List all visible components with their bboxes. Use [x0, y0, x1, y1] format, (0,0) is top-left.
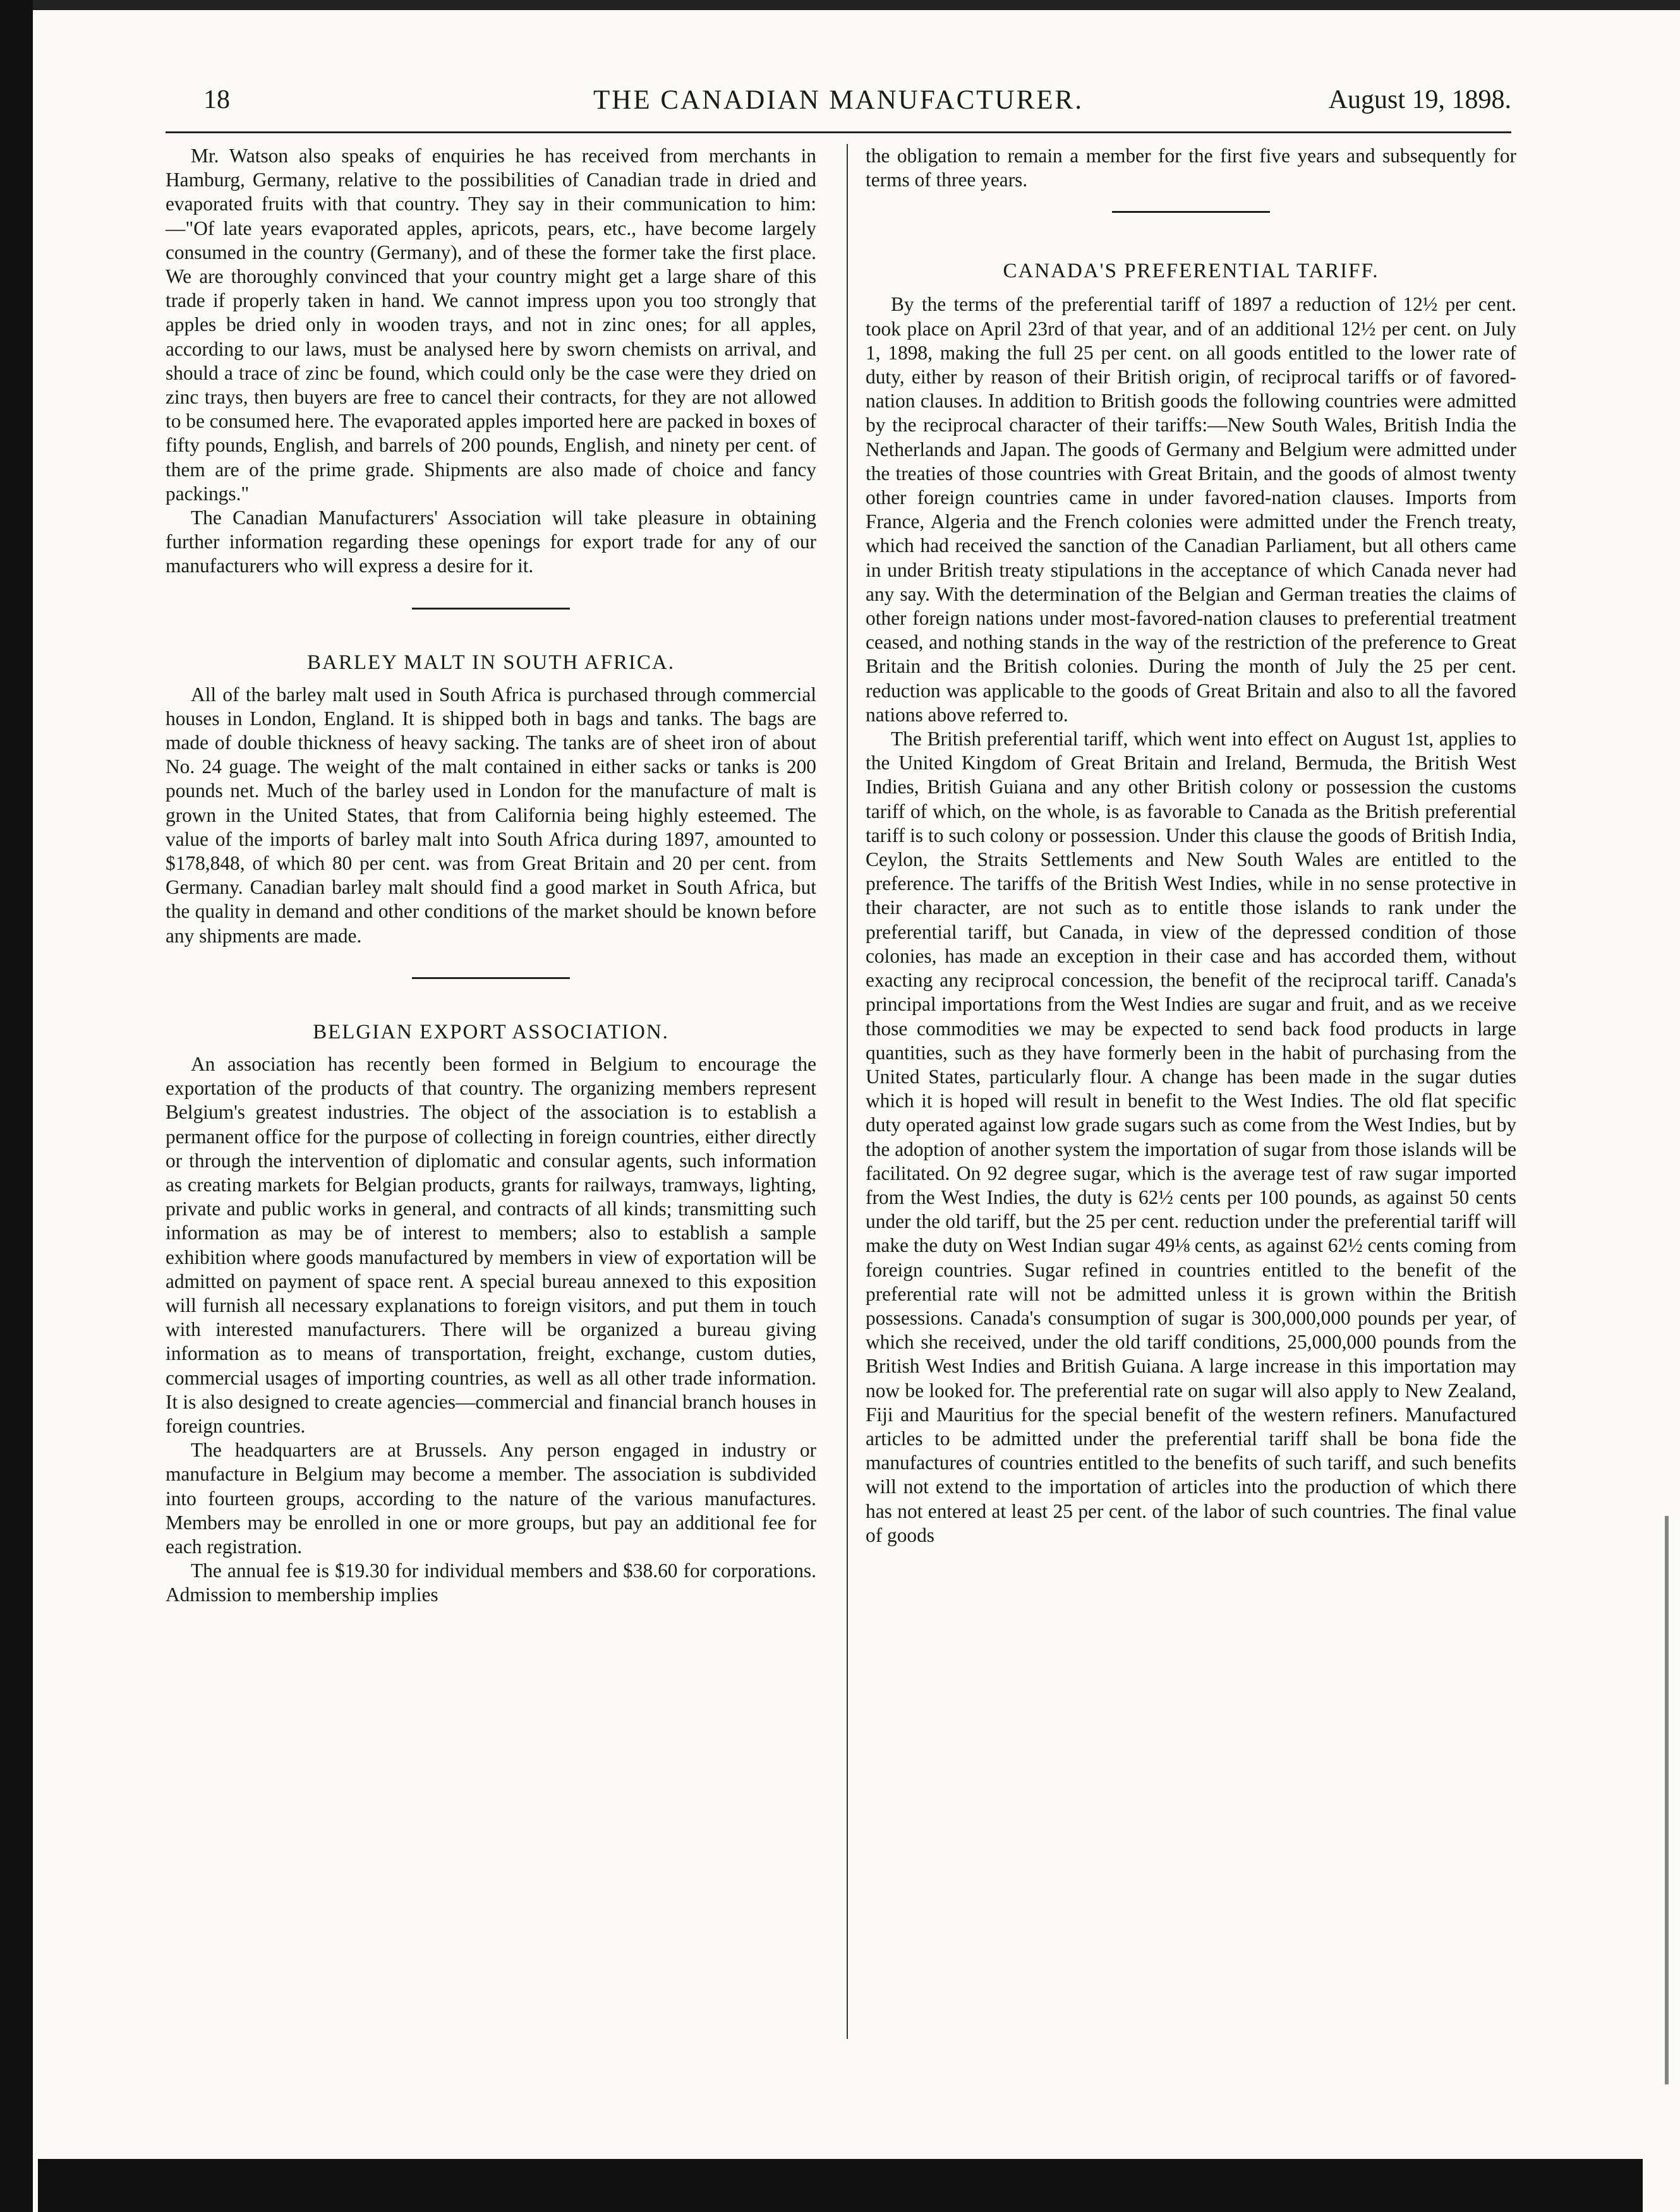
- belgian-heading: BELGIAN EXPORT ASSOCIATION.: [313, 1020, 669, 1043]
- issue-date: August 19, 1898.: [1328, 85, 1511, 114]
- tariff-paragraph-1: By the terms of the preferential tariff of 1897 a reduction of 12½ per cent. took place on April 23rd of that year, and of an additional 12½ per cent. on July 1, 1898, making the full 25 per cent. on all goods entitled to the lower rate of duty, either by reason of their British origin, of reciprocal tariffs or of favored-nation clauses. In addition to British goods the following countries were admitted by the reciprocal character of their tariffs:—New South Wales, British India the Netherlands and Japan. The goods of Germany and Belgium were admitted under the treaties of those countries with Great Britain, and the goods of almost twenty other foreign countries came in under favored-nation clauses. Imports from France, Algeria and the French colonies were admitted under the French treaty, which had received the sanction of the Canadian Parliament, but all others came in under British treaty stipulations in the acceptance of which Canada never had any say. With the determination of the Belgian and German treaties the claims of other foreign nations under most-favored-nation clauses to preferential treatment ceased, and nothing stands in the way of the restriction of the preference to Great Britain and the British colonies. During the month of July the 25 per cent. reduction was applicable to the goods of Great Britain and also to all the favored nations above referred to.: [866, 293, 1516, 726]
- page-number: 18: [203, 85, 230, 114]
- page-header: [166, 85, 1511, 123]
- header-rule: [166, 131, 1511, 133]
- barley-paragraph-1: All of the barley malt used in South Africa is purchased through commercial houses in London, England. It is shipped both in bags and tanks. The bags are made of double thickness of heavy sacking. The tanks are of sheet iron of about No. 24 guage. The weight of the malt contained in either sacks or tanks is 200 pounds net. Much of the barley used in London for the manufacture of malt is grown in the United States, that from California being highly esteemed. The value of the imports of barley malt into South Africa during 1897, amounted to $178,848, of which 80 per cent. was from Great Britain and 20 per cent. from Germany. Canadian barley malt should find a good market in South Africa, but the quality in demand and other conditions of the market should be known before any shipments are made.: [166, 683, 816, 947]
- right-column: [866, 144, 1516, 1548]
- belgian-paragraph-1: An association has recently been formed in Belgium to encourage the exportation of the products of that country. The organizing members represent Belgium's greatest industries. The object of the association is to establish a permanent office for the purpose of collecting in foreign countries, either directly or through the intervention of diplomatic and consular agents, such information as creating markets for Belgian products, grants for railways, tramways, lighting, private and public works in general, and contracts of all kinds; transmitting such information as may be of interest to members; also to establish a sample exhibition where goods manufactured by members in view of exportation will be admitted on payment of space rent. A special bureau annexed to this exposition will furnish all necessary explanations to foreign visitors, and put them in touch with interested manufacturers. There will be organized a bureau giving information as to means of transportation, freight, exchange, custom duties, commercial usages of importing countries, as well as all other trade information. It is also designed to create agencies—commercial and financial branch houses in foreign countries.: [166, 1052, 816, 1437]
- intro-paragraph-2: The Canadian Manufacturers' Association will take pleasure in obtaining further information regarding these openings for export trade for any of our manufacturers who will express a desire for it.: [166, 507, 816, 577]
- intro-paragraph-1: Mr. Watson also speaks of enquiries he has received from merchants in Hamburg, Germany, relative to the possibilities of Canadian trade in dried and evaporated fruits with that country. They say in their communication to him:—"Of late years evaporated apples, apricots, pears, etc., have become largely consumed in the country (Germany), and of these the former take the first place. We are thoroughly convinced that your country might get a large share of this trade if properly taken in hand. We cannot impress upon you too strongly that apples be dried only in wooden trays, and not in zinc ones; for all apples, according to our laws, must be analysed here by sworn chemists on arrival, and should a trace of zinc be found, which could only be the case were they dried on zinc trays, then buyers are free to cancel their contracts, for they are not allowed to be consumed here. The evaporated apples imported here are packed in boxes of fifty pounds, English, and barrels of 200 pounds, English, and ninety per cent. of them are of the prime grade. Shipments are also made of choice and fancy packings.": [166, 145, 816, 505]
- scan-bottom-edge: [38, 2159, 1643, 2212]
- tariff-paragraph-2: The British preferential tariff, which went into effect on August 1st, applies to the United Kingdom of Great Britain and Ireland, Bermuda, the British West Indies, British Guiana and any other British colony or possession the customs tariff of which, on the whole, is as favorable to Canada as the British preferential tariff is to such colony or possession. Under this clause the goods of British India, Ceylon, the Straits Settlements and New South Wales are entitled to the preference. The tariffs of the British West Indies, while in no sense protective in their character, are not such as to entitle those islands to rank under the preferential tariff, but Canada, in view of the depressed condition of those colonies, has made an exception in their case and has accorded them, without exacting any reciprocal concession, the benefit of the reciprocal tariff. Canada's principal importations from the West Indies are sugar and fruit, and as we receive those commodities we may be expected to send back food products in large quantities, such as they have formerly been in the habit of purchasing from the United States, particularly flour. A change has been made in the sugar duties which it is hoped will result in benefit to the West Indies. The old flat specific duty operated against low grade sugars such as come from the West Indies, but by the adoption of another system the importation of sugar from those islands will be facilitated. On 92 degree sugar, which is the average test of raw sugar imported from the West Indies, the duty is 62½ cents per 100 pounds, as against 50 cents under the old tariff, but the 25 per cent. reduction under the preferential tariff will make the duty on West Indian sugar 49⅛ cents, as against 62½ cents coming from foreign countries. Sugar refined in countries entitled to the benefit of the preferential rate will not be admitted unless it is grown within the British possessions. Canada's consumption of sugar is 300,000,000 pounds per year, of which she received, under the old tariff conditions, 25,000,000 pounds from the British West Indies and British Guiana. A large increase in this importation may now be looked for. The preferential rate on sugar will also apply to New Zealand, Fiji and Mauritius for the special benefit of the western refiners. Manufactured articles to be admitted under the preferential tariff shall be bona fide the manufactures of countries entitled to the benefits of such tariff, and such benefits will not extend to the importation of articles into the production of which there has not entered at least 25 per cent. of the labor of such countries. The final value of goods: [866, 728, 1516, 1546]
- left-column: [166, 144, 816, 1608]
- barley-heading: BARLEY MALT IN SOUTH AFRICA.: [307, 651, 675, 674]
- belgian-paragraph-2: The headquarters are at Brussels. Any person engaged in industry or manufacture in Belgium may become a member. The association is subdivided into fourteen groups, according to the nature of the various manufactures. Members may be enrolled in one or more groups, but pay an additional fee for each registration.: [166, 1439, 816, 1558]
- scan-right-marks: [1665, 1516, 1675, 2084]
- belgian-paragraph-3: The annual fee is $19.30 for individual members and $38.60 for corporations. Admission to membership implies: [166, 1560, 816, 1606]
- tariff-heading: CANADA'S PREFERENTIAL TARIFF.: [1003, 260, 1379, 283]
- publication-title: THE CANADIAN MANUFACTURER.: [593, 85, 1084, 115]
- column-divider: [847, 144, 848, 2039]
- scan-top-edge: [0, 0, 1680, 10]
- scan-left-edge: [0, 0, 33, 2212]
- continuation-paragraph: the obligation to remain a member for the first five years and subsequently for terms of three years.: [866, 145, 1516, 191]
